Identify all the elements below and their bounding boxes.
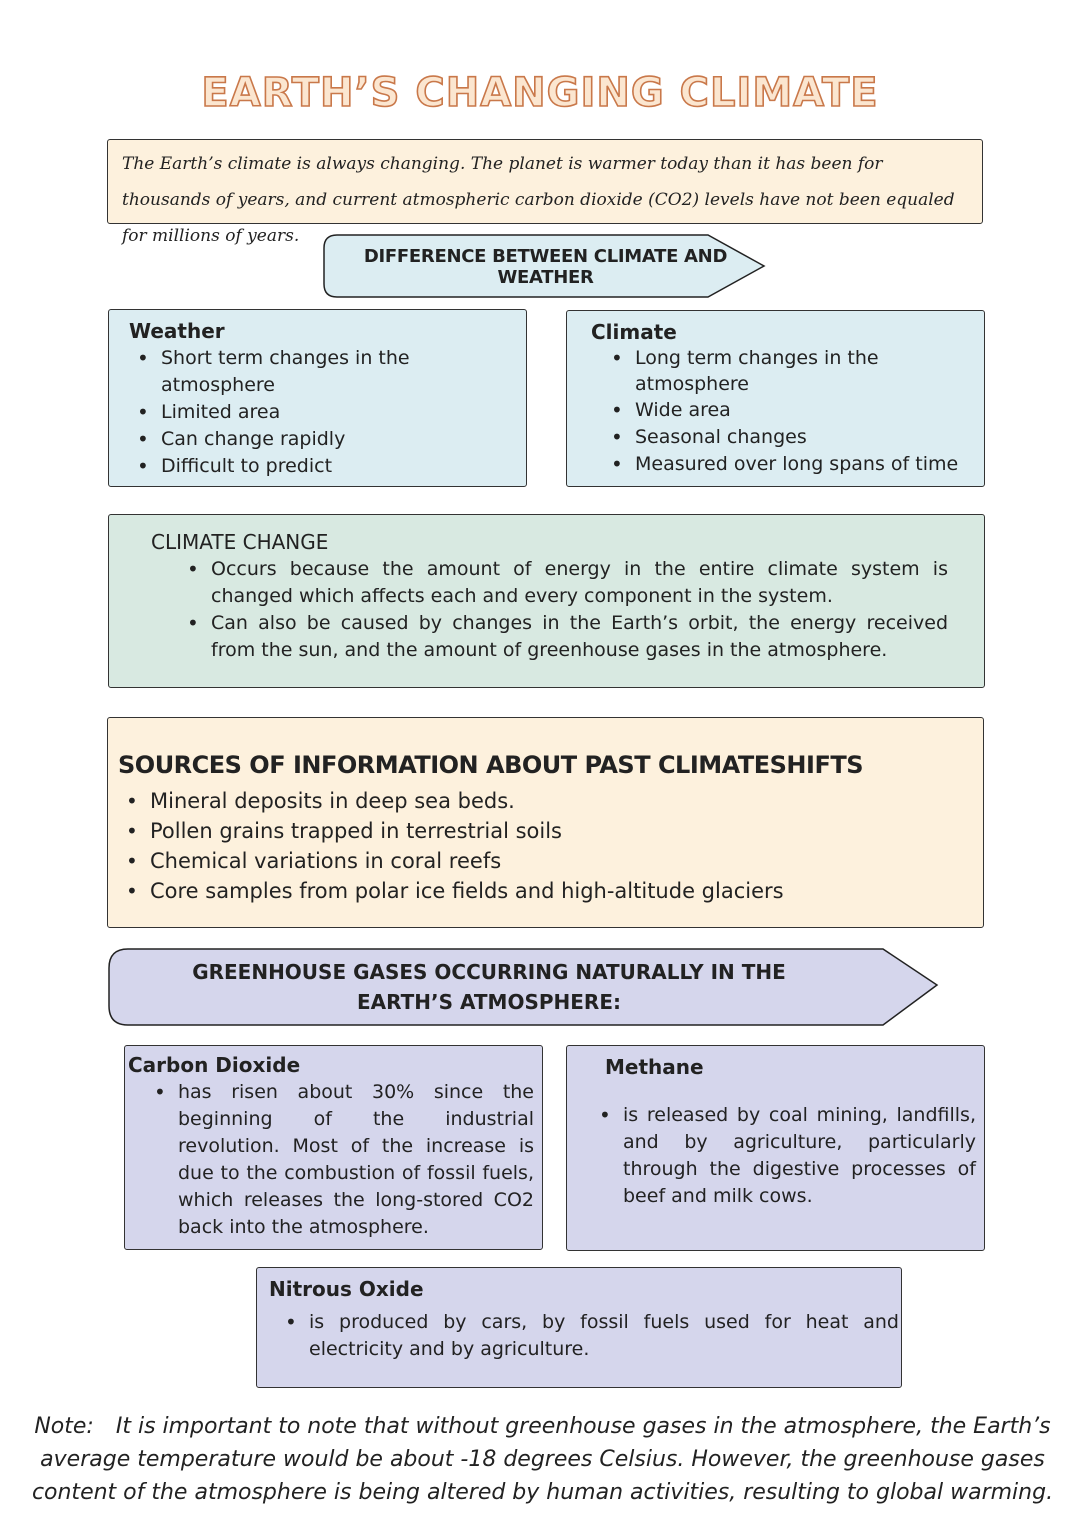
climate-change-heading: CLIMATE CHANGE bbox=[151, 530, 329, 554]
climate-heading: Climate bbox=[591, 320, 677, 344]
page-title: EARTH’S CHANGING CLIMATE bbox=[201, 70, 879, 116]
weather-box bbox=[108, 309, 527, 487]
list-item: • Chemical variations in coral reefs bbox=[118, 846, 971, 876]
difference-banner-label: DIFFERENCE BETWEEN CLIMATE AND WEATHER bbox=[363, 245, 728, 288]
nitrous-oxide-heading: Nitrous Oxide bbox=[269, 1277, 424, 1301]
methane-box bbox=[566, 1045, 985, 1251]
sources-heading: SOURCES OF INFORMATION ABOUT PAST CLIMATESHIFTS bbox=[118, 751, 863, 779]
methane-heading: Methane bbox=[605, 1055, 704, 1079]
list-item: • Can change rapidly bbox=[129, 426, 508, 453]
list-item: • Can also be caused by changes in the Earth’s orbit, the energy received from the sun, and the amount of greenhouse gases in the atmosphere. bbox=[179, 610, 948, 664]
list-item: • Mineral deposits in deep sea beds. bbox=[118, 786, 971, 816]
weather-heading: Weather bbox=[129, 319, 225, 343]
carbon-dioxide-heading: Carbon Dioxide bbox=[128, 1053, 301, 1077]
note-text: It is important to note that without greenhouse gases in the atmosphere, the Earth’s average temperature would be about -18 degrees Celsius. However, the greenhouse gases content of the atmosphere is being altered by human activities, resulting to global warming. bbox=[31, 1414, 1054, 1505]
greenhouse-banner-label: GREENHOUSE GASES OCCURRING NATURALLY IN THE EARTH’S ATMOSPHERE: bbox=[192, 960, 786, 1014]
climate-change-box bbox=[108, 514, 985, 688]
footnote bbox=[10, 1410, 1075, 1509]
difference-banner bbox=[323, 234, 768, 299]
list-item: • Difficult to predict bbox=[129, 453, 508, 480]
list-item: • Wide area bbox=[603, 397, 974, 424]
list-item: • Seasonal changes bbox=[603, 424, 974, 451]
climate-box bbox=[566, 310, 985, 487]
list-item: • is produced by cars, by fossil fuels used for heat and electricity and by agriculture. bbox=[277, 1309, 899, 1363]
list-item: • Core samples from polar ice fields and high-altitude glaciers bbox=[118, 876, 971, 906]
list-item: • is released by coal mining, landfills, and by agriculture, particularly through the digestive processes of beef and milk cows. bbox=[591, 1102, 976, 1210]
nitrous-oxide-box bbox=[256, 1267, 902, 1388]
list-item: • Pollen grains trapped in terrestrial soils bbox=[118, 816, 971, 846]
list-item: • Limited area bbox=[129, 399, 508, 426]
list-item: • has risen about 30% since the beginning of the industrial revolution. Most of the increase is due to the combustion of fossil fuels, which releases the long-stored CO2 back into the atmosphere. bbox=[146, 1079, 534, 1241]
sources-box bbox=[107, 717, 984, 928]
list-item: • Short term changes in the atmosphere bbox=[129, 345, 508, 399]
list-item: • Occurs because the amount of energy in the entire climate system is changed which affects each and every component in the system. bbox=[179, 556, 948, 610]
list-item: • Long term changes in the atmosphere bbox=[603, 345, 974, 397]
note-label: Note: bbox=[34, 1414, 94, 1439]
intro-box: The Earth’s climate is always changing. The planet is warmer today than it has been for thousands of years, and current atmospheric carbon dioxide (CO2) levels have not been equaled for millions of years. bbox=[107, 139, 983, 224]
carbon-dioxide-box bbox=[124, 1045, 543, 1250]
list-item: • Measured over long spans of time bbox=[603, 451, 974, 478]
greenhouse-banner bbox=[108, 948, 940, 1026]
